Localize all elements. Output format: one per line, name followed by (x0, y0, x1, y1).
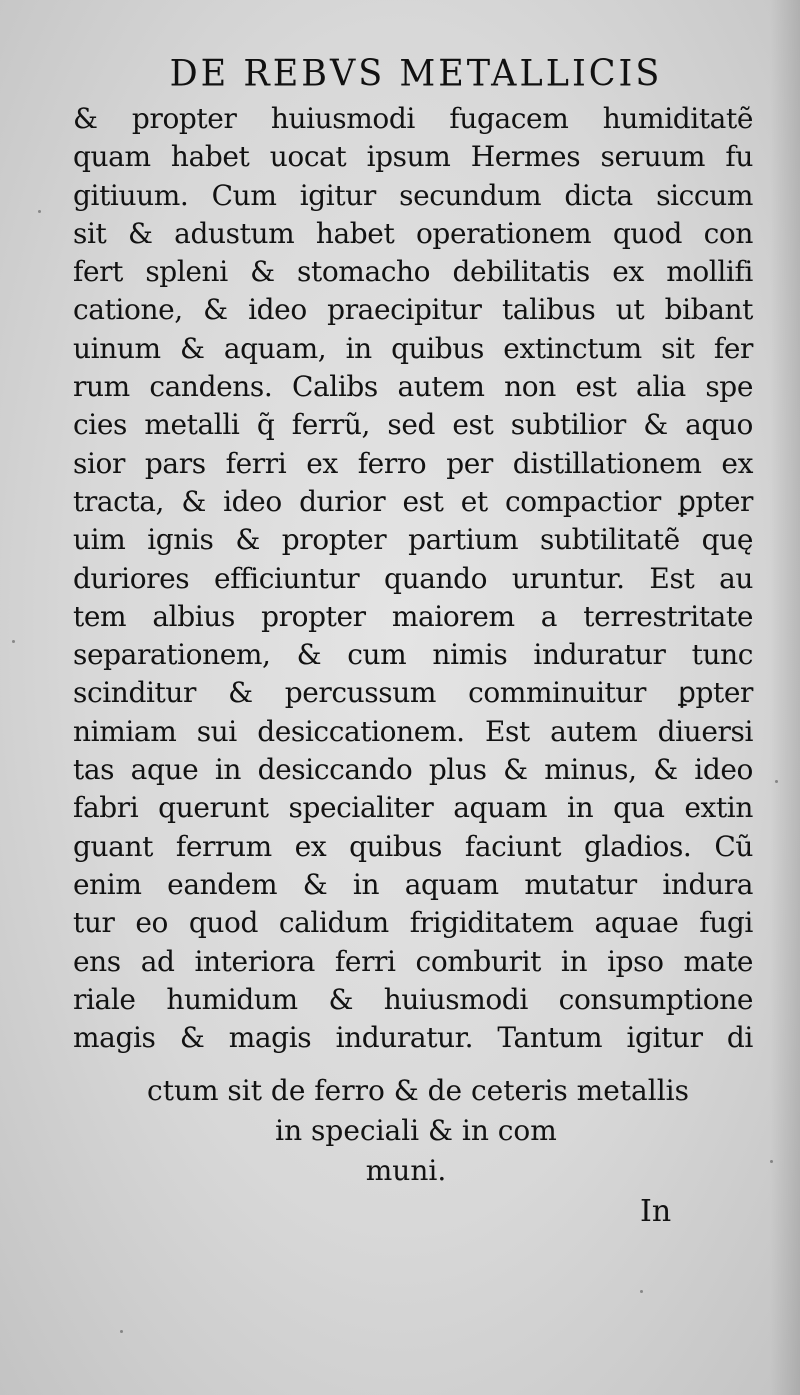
paper-speck (640, 1290, 643, 1293)
paper-speck (12, 640, 15, 643)
text-line: uim ignis & propter partium subtilitatẽ quę (73, 523, 753, 557)
text-line: rum candens. Calibs autem non est alia spe (73, 370, 753, 404)
text-line: sior pars ferri ex ferro per distillationem ex (73, 446, 753, 480)
text-line: scinditur & percussum comminuitur ꝑpter (73, 676, 753, 710)
text-line: tur eo quod calidum frigiditatem aquae fugi (73, 906, 753, 940)
text-line: riale humidum & huiusmodi consumptione (73, 982, 753, 1016)
text-line: duriores efficiuntur quando uruntur. Est au (73, 561, 753, 595)
text-line: tracta, & ideo durior est et compactior ꝑpter (73, 484, 753, 518)
text-line: separationem, & cum nimis induratur tunc (73, 638, 753, 672)
text-line: ens ad interiora ferri comburit in ipso mate (73, 944, 753, 978)
text-line: uinum & aquam, in quibus extinctum sit fer (73, 331, 753, 365)
text-line: cies metalli q̃ ferrũ, sed est subtilior & aquo (73, 408, 753, 442)
colophon-line: muni. (365, 1154, 447, 1187)
text-line: & propter huiusmodi fugacem humiditatẽ (73, 102, 753, 135)
text-line: enim eandem & in aquam mutatur indura (73, 867, 753, 901)
body-text (73, 100, 753, 1057)
text-line: nimiam sui desiccationem. Est autem diuersi (73, 714, 753, 748)
text-line: fabri querunt specialiter aquam in qua extin (73, 791, 753, 825)
text-line: tas aque in desiccando plus & minus, & ideo (73, 753, 753, 787)
paper-speck (775, 780, 778, 783)
text-line: magis & magis induratur. Tantum igitur di (73, 1021, 753, 1055)
text-line: quam habet uocat ipsum Hermes seruum fu (73, 140, 753, 174)
running-head: DE REBVS METALLICIS (169, 53, 663, 95)
text-line: sit & adustum habet operationem quod con (73, 216, 753, 250)
paper-speck (120, 1330, 123, 1333)
text-line: guant ferrum ex quibus faciunt gladios. Cũ (73, 829, 753, 863)
text-line: fert spleni & stomacho debilitatis ex mollifi (73, 255, 753, 289)
paper-speck (38, 210, 41, 213)
catchword: In (640, 1194, 672, 1229)
text-line: catione, & ideo praecipitur talibus ut bibant (73, 293, 753, 327)
paper-speck (770, 1160, 773, 1163)
text-line: gitiuum. Cum igitur secundum dicta siccum (73, 178, 753, 212)
colophon-line: ctum sit de ferro & de ceteris metallis (147, 1074, 689, 1107)
text-line: tem albius propter maiorem a terrestritate (73, 599, 753, 633)
colophon-line: in speciali & in com (275, 1114, 557, 1147)
